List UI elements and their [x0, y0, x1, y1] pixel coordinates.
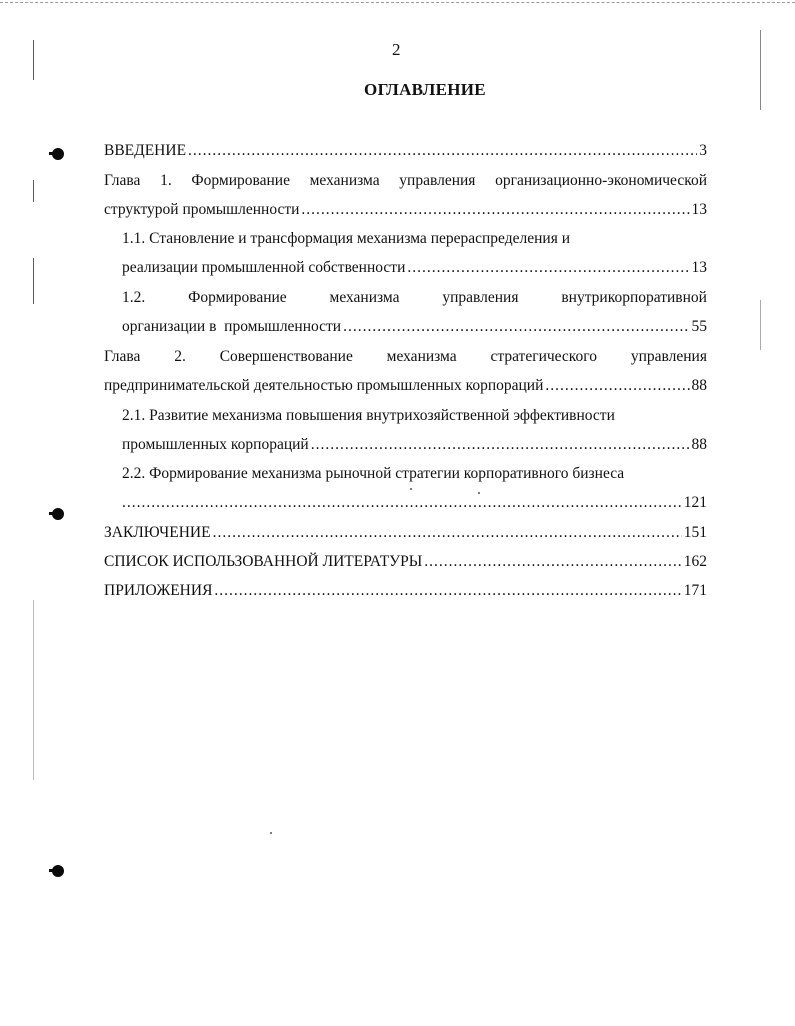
toc-entry-section-1-2[interactable] [122, 287, 707, 309]
toc-entry-title: организации в промышленности [122, 318, 342, 335]
toc-entry-title: ПРИЛОЖЕНИЯ [104, 582, 213, 599]
toc-word: организационно-экономической [495, 172, 707, 189]
toc-word: управления [442, 289, 519, 306]
toc-word: 1. [160, 172, 172, 189]
page-title: ОГЛАВЛЕНИЕ [364, 80, 486, 99]
toc-word: механизма [329, 289, 400, 306]
toc-entry-chapter-1[interactable] [104, 170, 707, 192]
scan-right-edge [760, 300, 761, 350]
leader-dots [407, 257, 689, 279]
toc-page-number: 162 [683, 553, 707, 570]
leader-dots [188, 140, 697, 162]
toc-page-number: 88 [691, 377, 707, 394]
toc-word: механизма [386, 348, 457, 365]
toc-entry-intro[interactable] [104, 140, 707, 162]
toc-page-number: 13 [691, 201, 707, 218]
toc-entry-title: предпринимательской деятельностью промышленных корпораций [104, 377, 544, 394]
toc-entry-title: 2.2. Формирование механизма рыночной стратегии корпоративного бизнеса [122, 465, 625, 482]
toc-entry-title: СПИСОК ИСПОЛЬЗОВАННОЙ ЛИТЕРАТУРЫ [104, 553, 423, 570]
toc-word: Глава [104, 348, 141, 365]
leader-dots [424, 551, 681, 573]
toc-entry-title: реализации промышленной собственности [122, 259, 406, 276]
leader-dots [122, 492, 682, 514]
toc-word: 1.2. [122, 289, 146, 306]
toc-entry-title: 1.1. Становление и трансформация механизма перераспределения и [122, 230, 570, 247]
scan-speck [410, 488, 412, 490]
toc-word: стратегического [490, 348, 598, 365]
page-number: 2 [392, 40, 401, 59]
leader-dots [214, 580, 681, 602]
toc-word: управления [630, 348, 707, 365]
toc-page-number: 151 [683, 524, 707, 541]
leader-dots [301, 199, 689, 221]
toc-page-number: 13 [691, 259, 707, 276]
toc-entry-section-1-1[interactable] [122, 228, 707, 250]
scan-left-edge [33, 40, 34, 80]
toc-entry-title: промышленных корпораций [122, 436, 309, 453]
leader-dots [213, 522, 682, 544]
scan-left-edge [33, 258, 34, 304]
toc-page-number: 3 [699, 142, 707, 159]
toc-word: Формирование [191, 172, 290, 189]
toc-entry-chapter-1-cont[interactable] [104, 199, 707, 221]
leader-dots [343, 316, 689, 338]
toc-word: внутрикорпоративной [561, 289, 707, 306]
toc-entry-appendix[interactable] [104, 580, 707, 602]
punch-hole-mark [52, 508, 64, 520]
toc-entry-section-2-2-cont[interactable] [122, 492, 707, 514]
toc-entry-section-2-1-cont[interactable] [122, 434, 707, 456]
punch-hole-mark [52, 148, 64, 160]
toc-page-number: 171 [683, 582, 707, 599]
toc-word: механизма [309, 172, 380, 189]
toc-entry-title: ВВЕДЕНИЕ [104, 142, 187, 159]
toc-word: 2. [174, 348, 186, 365]
toc-entry-section-1-2-cont[interactable] [122, 316, 707, 338]
toc-entry-section-2-1[interactable] [122, 405, 707, 427]
toc-entry-conclusion[interactable] [104, 522, 707, 544]
scan-top-border [0, 2, 795, 4]
toc-entry-chapter-2[interactable] [104, 346, 707, 368]
toc-word: Совершенствование [219, 348, 353, 365]
scan-speck [270, 832, 272, 834]
toc-entry-section-1-1-cont[interactable] [122, 257, 707, 279]
toc-entry-references[interactable] [104, 551, 707, 573]
toc-page-number: 88 [691, 436, 707, 453]
leader-dots [545, 375, 689, 397]
toc-page-number: 55 [691, 318, 707, 335]
toc-entry-chapter-2-cont[interactable] [104, 375, 707, 397]
toc-word: управления [399, 172, 476, 189]
scan-left-edge [33, 600, 34, 780]
toc-entry-section-2-2[interactable] [122, 463, 707, 485]
punch-hole-mark [52, 865, 64, 877]
toc-word: Глава [104, 172, 141, 189]
toc-entry-title: 2.1. Развитие механизма повышения внутрихозяйственной эффективности [122, 407, 615, 424]
leader-dots [311, 434, 690, 456]
toc-entry-title: структурой промышленности [104, 201, 300, 218]
toc-entry-title: ЗАКЛЮЧЕНИЕ [104, 524, 211, 541]
toc-page-number: 121 [683, 494, 707, 511]
toc-word: Формирование [188, 289, 287, 306]
scan-left-edge [33, 180, 34, 202]
